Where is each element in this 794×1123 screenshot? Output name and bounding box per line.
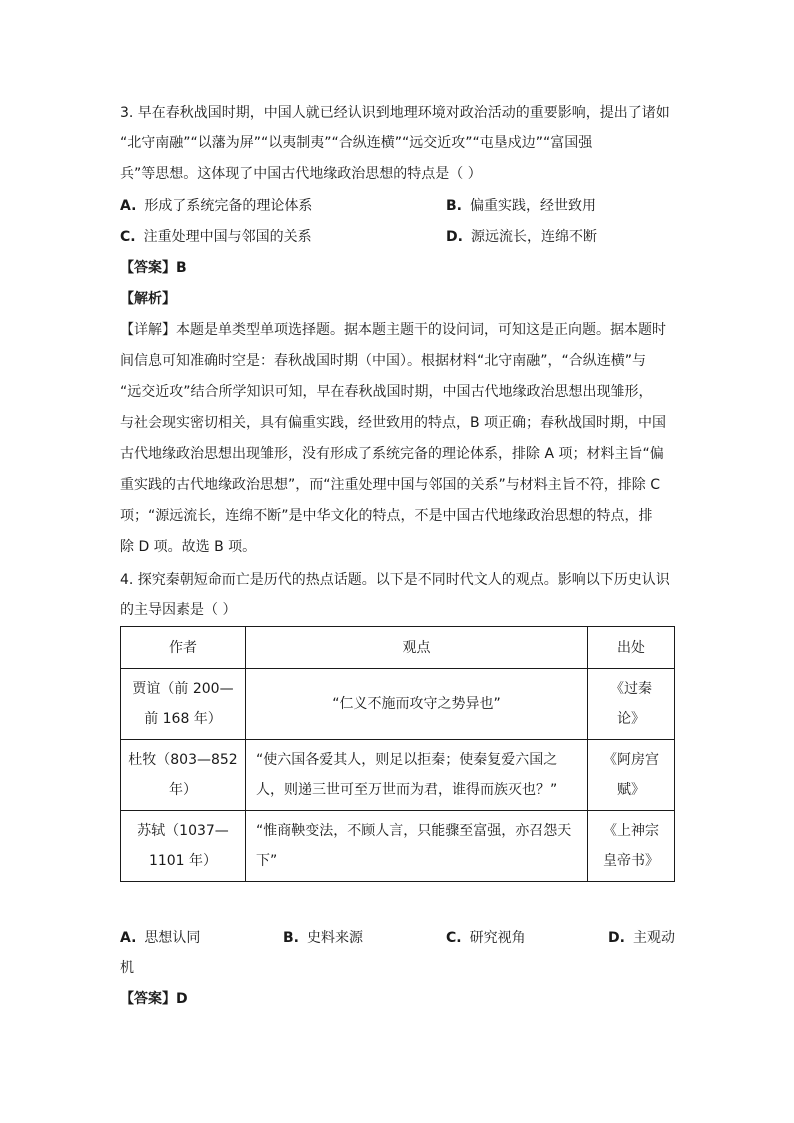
q4-option-b (283, 928, 363, 948)
option-text: 史料来源 (307, 930, 363, 946)
header-source: 出处 (588, 627, 675, 669)
cell-author (121, 669, 246, 740)
option-text: 研究视角 (469, 930, 526, 946)
table-row (121, 669, 675, 740)
cell-line: 下” (256, 853, 278, 869)
option-label: B. (446, 198, 462, 214)
option-label: A. (120, 930, 137, 946)
cell-line: “仁义不施而攻守之势异也” (332, 696, 501, 712)
option-text: 思想认同 (144, 930, 201, 946)
cell-line: 前 168 年） (144, 711, 222, 727)
q4-option-a (120, 928, 200, 948)
cell-view (246, 740, 588, 811)
q3-answer: 【答案】B (120, 260, 187, 276)
q3-detail-line-8: 除 D 项。故选 B 项。 (120, 539, 257, 555)
q3-analysis-heading: 【解析】 (120, 291, 176, 307)
q4-option-d-wrap: 机 (120, 960, 134, 976)
cell-author (121, 811, 246, 882)
cell-line: 《过秦 (610, 681, 652, 697)
q3-option-a (120, 196, 312, 216)
q3-detail-line-2: 间信息可知准确时空是：春秋战国时期（中国）。根据材料“北守南融”，“合纵连横”与 (120, 353, 647, 369)
q4-stem-line-1: 4. 探究秦朝短命而亡是历代的热点话题。以下是不同时代文人的观点。影响以下历史认识 (120, 572, 670, 588)
cell-line: 论》 (617, 711, 645, 727)
header-view: 观点 (246, 627, 588, 669)
q3-detail-line-7: 项；“源远流长，连绵不断”是中华文化的特点，不是中国古代地缘政治思想的特点，排 (120, 508, 653, 524)
option-label: D. (446, 229, 463, 245)
q3-option-c (120, 227, 312, 247)
cell-line: 《上神宗 (603, 823, 659, 839)
cell-author (121, 740, 246, 811)
q4-stem-line-2: 的主导因素是（ ） (120, 602, 237, 618)
option-text: 主观动 (632, 930, 675, 946)
q3-detail-line-1: 【详解】本题是单类型单项选择题。据本题主题干的设问词，可知这是正向题。据本题时 (120, 322, 666, 338)
cell-line: 年） (169, 782, 197, 798)
cell-line: “惟商鞅变法，不顾人言，只能骤至富强，亦召怨天 (256, 823, 572, 839)
option-label: D. (608, 930, 625, 946)
q3-detail-line-6: 重实践的古代地缘政治思想”，而“注重处理中国与邻国的关系”与材料主旨不符，排除 C (120, 477, 660, 493)
cell-line: 贾谊（前 200— (132, 681, 234, 697)
cell-line: 赋》 (617, 782, 645, 798)
q3-stem-line-3: 兵”等思想。这体现了中国古代地缘政治思想的特点是（ ） (120, 166, 482, 182)
cell-line: 人，则递三世可至万世而为君，谁得而族灭也？” (256, 782, 558, 798)
option-label: A. (120, 198, 137, 214)
q3-stem-line-2: “北守南融”“以藩为屏”“以夷制夷”“合纵连横”“远交近攻”“屯垦戍边”“富国强 (120, 135, 593, 151)
table-row (121, 740, 675, 811)
option-text: 形成了系统完备的理论体系 (144, 198, 313, 214)
cell-line: 《阿房宫 (603, 752, 659, 768)
q4-option-c (446, 928, 526, 948)
option-label: B. (283, 930, 299, 946)
option-text: 偏重实践，经世致用 (470, 198, 596, 214)
cell-line: “使六国各爱其人，则足以拒秦；使秦复爱六国之 (256, 752, 558, 768)
q3-option-d (446, 227, 597, 247)
cell-line: 杜牧（803—852 (128, 752, 238, 768)
q3-option-b (446, 196, 596, 216)
cell-line: 皇帝书》 (603, 853, 659, 869)
q3-detail-line-3: “远交近攻”结合所学知识可知，早在春秋战国时期，中国古代地缘政治思想出现雏形， (120, 384, 653, 400)
option-text: 源远流长，连绵不断 (470, 229, 597, 245)
q4-option-d (608, 928, 675, 948)
cell-source (588, 811, 675, 882)
cell-source (588, 740, 675, 811)
cell-line: 1101 年） (148, 853, 218, 869)
header-author: 作者 (121, 627, 246, 669)
table-row (121, 811, 675, 882)
cell-line: 苏轼（1037— (137, 823, 229, 839)
q4-answer: 【答案】D (120, 991, 188, 1007)
table-header-row (121, 627, 675, 669)
q3-detail-line-4: 与社会现实密切相关，具有偏重实践，经世致用的特点，B 项正确；春秋战国时期，中国 (120, 415, 667, 431)
viewpoints-table (120, 626, 675, 882)
cell-view (246, 669, 588, 740)
option-text: 注重处理中国与邻国的关系 (143, 229, 312, 245)
cell-view (246, 811, 588, 882)
option-label: C. (446, 930, 462, 946)
option-label: C. (120, 229, 136, 245)
cell-source (588, 669, 675, 740)
q3-stem-line-1: 3. 早在春秋战国时期，中国人就已经认识到地理环境对政治活动的重要影响，提出了诸如 (120, 105, 670, 121)
q3-detail-line-5: 古代地缘政治思想出现雏形，没有形成了系统完备的理论体系，排除 A 项；材料主旨“偏 (120, 446, 664, 462)
